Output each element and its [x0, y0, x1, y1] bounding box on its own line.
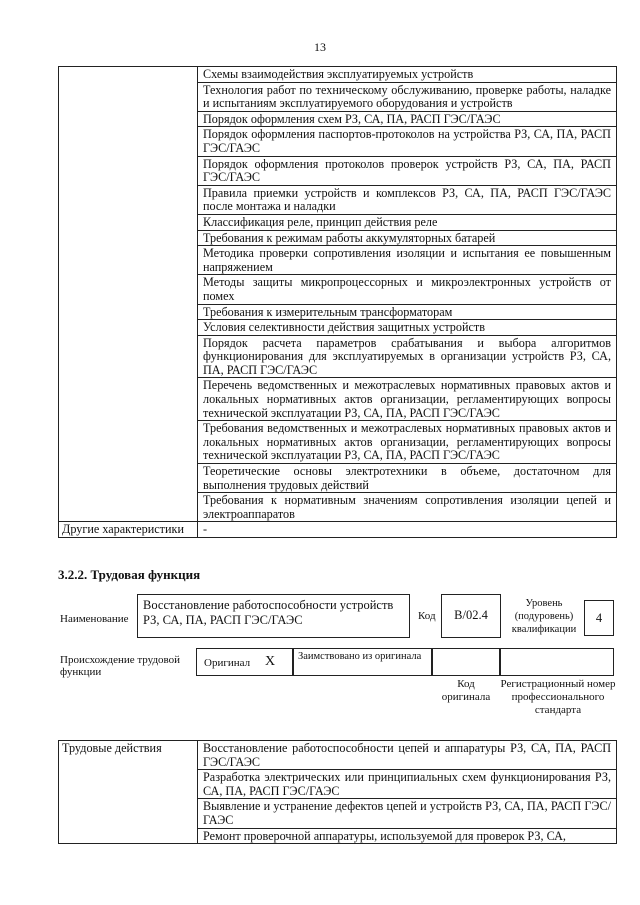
knowledge-item: Правила приемки устройств и комплексов РЗ, СА, ПА, РАСП ГЭС/ГАЭС после монтажа и наладки: [198, 185, 617, 214]
knowledge-item: Теоретические основы электротехники в объеме, достаточном для выполнения трудовых действий: [198, 464, 617, 493]
origin-label: Происхождение трудовой функции: [60, 654, 181, 678]
borrowed-cell: [293, 648, 432, 676]
knowledge-item: Методы защиты микропроцессорных и микроэлектронных устройств от помех: [198, 275, 617, 304]
knowledge-item: Условия селективности действия защитных устройств: [198, 320, 617, 336]
knowledge-item: Порядок оформления протоколов проверок устройств РЗ, СА, ПА, РАСП ГЭС/ГАЭС: [198, 156, 617, 185]
actions-table: [58, 740, 617, 844]
reg-caption: Регистрационный номер профессионального стандарта: [500, 678, 616, 716]
page-number: 13: [314, 40, 326, 54]
other-characteristics-value: -: [198, 522, 617, 538]
knowledge-label-cell: [59, 67, 198, 522]
knowledge-item: Требования к нормативным значениям сопротивления изоляции цепей и электроаппаратов: [198, 493, 617, 522]
original-label: Оригинал: [204, 657, 251, 669]
level-box: [584, 600, 614, 636]
name-value: Восстановление работоспособности устройств РЗ, СА, ПА, РАСП ГЭС/ГАЭС: [143, 598, 394, 627]
knowledge-item: Порядок оформления схем РЗ, СА, ПА, РАСП ГЭС/ГАЭС: [198, 111, 617, 127]
action-item: Восстановление работоспособности цепей и аппаратуры РЗ, СА, ПА, РАСП ГЭС/ГАЭС: [198, 741, 617, 770]
knowledge-item: Требования ведомственных и межотраслевых нормативных правовых актов и локальных нормативных актов организации, регламентирующих вопросы технической эксплуатации РЗ, СА, ПА, РАСП ГЭС/ГАЭС: [198, 421, 617, 464]
code-value: B/02.4: [454, 608, 488, 622]
knowledge-table: [58, 66, 617, 538]
knowledge-row: [59, 67, 617, 83]
knowledge-item: Требования к режимам работы аккумуляторных батарей: [198, 230, 617, 246]
knowledge-item: Перечень ведомственных и межотраслевых нормативных правовых актов и локальных нормативных актов организации, регламентирующих вопросы технической эксплуатации РЗ, СА, ПА, РАСП ГЭС/ГАЭС: [198, 378, 617, 421]
code-caption: Код оригинала: [441, 678, 491, 703]
action-item: Разработка электрических или принципиальных схем функционирования РЗ, СА, ПА, РАСП ГЭС/ГАЭС: [198, 770, 617, 799]
reg-number-cell: [500, 648, 614, 676]
other-characteristics-row: [59, 522, 617, 538]
name-box: [137, 594, 410, 638]
section-heading: 3.2.2. Трудовая функция: [58, 567, 201, 582]
knowledge-item: Требования к измерительным трансформаторам: [198, 304, 617, 320]
name-label: Наименование: [60, 613, 129, 625]
action-row: [59, 741, 617, 770]
original-mark: X: [265, 654, 276, 669]
borrowed-label: Заимствовано из оригинала: [298, 651, 422, 662]
code-label: Код: [418, 610, 436, 622]
knowledge-item: Схемы взаимодействия эксплуатируемых устройств: [198, 67, 617, 83]
other-characteristics-label: Другие характеристики: [59, 522, 198, 538]
action-item: Выявление и устранение дефектов цепей и устройств РЗ, СА, ПА, РАСП ГЭС/ГАЭС: [198, 799, 617, 828]
original-cell: [196, 648, 293, 676]
knowledge-item: Порядок оформления паспортов-протоколов на устройства РЗ, СА, ПА, РАСП ГЭС/ГАЭС: [198, 127, 617, 156]
knowledge-item: Методика проверки сопротивления изоляции и испытания ее повышенным напряжением: [198, 246, 617, 275]
level-value: 4: [595, 611, 603, 625]
actions-label: Трудовые действия: [59, 741, 198, 844]
knowledge-item: Классификация реле, принцип действия реле: [198, 214, 617, 230]
origin-code-cell: [432, 648, 500, 676]
knowledge-item: Технология работ по техническому обслуживанию, проверке работы, наладке и испытаниям эксплуатируемого оборудования и устройств: [198, 82, 617, 111]
level-label: Уровень (подуровень) квалификации: [511, 598, 577, 635]
knowledge-item: Порядок расчета параметров срабатывания и выбора алгоритмов функционирования для эксплуатируемых в организации устройств РЗ, СА, ПА, РАСП ГЭС/ГАЭС: [198, 335, 617, 378]
code-box: [441, 594, 501, 638]
action-item: Ремонт проверочной аппаратуры, используемой для проверок РЗ, СА,: [198, 828, 617, 844]
